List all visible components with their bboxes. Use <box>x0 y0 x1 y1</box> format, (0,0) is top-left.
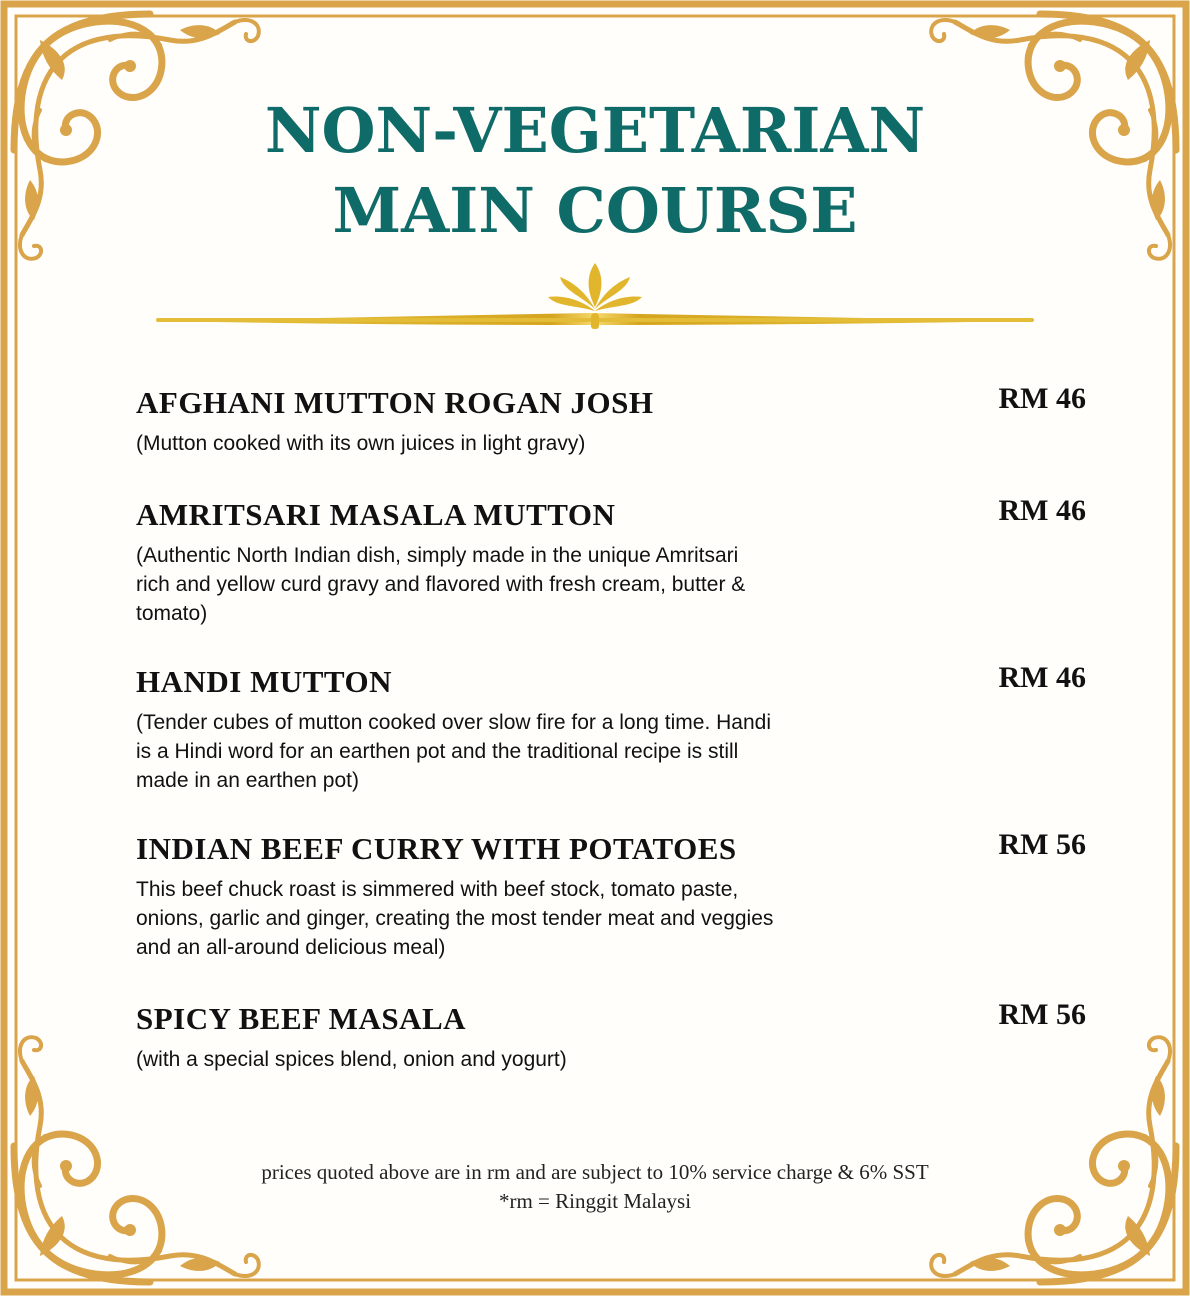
page-title-line1: NON-VEGETARIAN <box>264 94 926 167</box>
dish-price: RM 46 <box>998 661 1086 694</box>
dish-description: (Tender cubes of mutton cooked over slow fire for a long time. Handi is a Hindi word for an earthen pot and the traditional recipe is still made in an earthen pot) <box>136 711 771 792</box>
dish-name: INDIAN BEEF CURRY WITH POTATOES <box>136 831 737 866</box>
dish-description: (Authentic North Indian dish, simply made in the unique Amritsari rich and yellow curd gravy and flavored with fresh cream, butter & tomato) <box>136 544 746 625</box>
dish-description: (with a special spices blend, onion and yogurt) <box>136 1048 567 1071</box>
dish-price: RM 56 <box>998 998 1086 1031</box>
currency-note: *rm = Ringgit Malaysi <box>498 1189 692 1213</box>
dish-price: RM 46 <box>998 494 1086 527</box>
dish-description: (Mutton cooked with its own juices in light gravy) <box>136 432 586 455</box>
page-title-line2: MAIN COURSE <box>332 174 858 247</box>
dish-name: HANDI MUTTON <box>136 664 393 699</box>
dish-price: RM 46 <box>998 382 1086 415</box>
dish-description: This beef chuck roast is simmered with beef stock, tomato paste, onions, garlic and ginger, creating the most tender meat and veggies and an all-around delicious meal) <box>136 878 774 959</box>
dish-price: RM 56 <box>998 828 1086 861</box>
dish-name: SPICY BEEF MASALA <box>136 1001 467 1036</box>
dish-name: AMRITSARI MASALA MUTTON <box>136 497 616 532</box>
price-note: prices quoted above are in rm and are subject to 10% service charge & 6% SST <box>261 1160 929 1184</box>
fleur-de-lis-divider-icon <box>150 255 1040 335</box>
dish-name: AFGHANI MUTTON ROGAN JOSH <box>136 385 654 420</box>
